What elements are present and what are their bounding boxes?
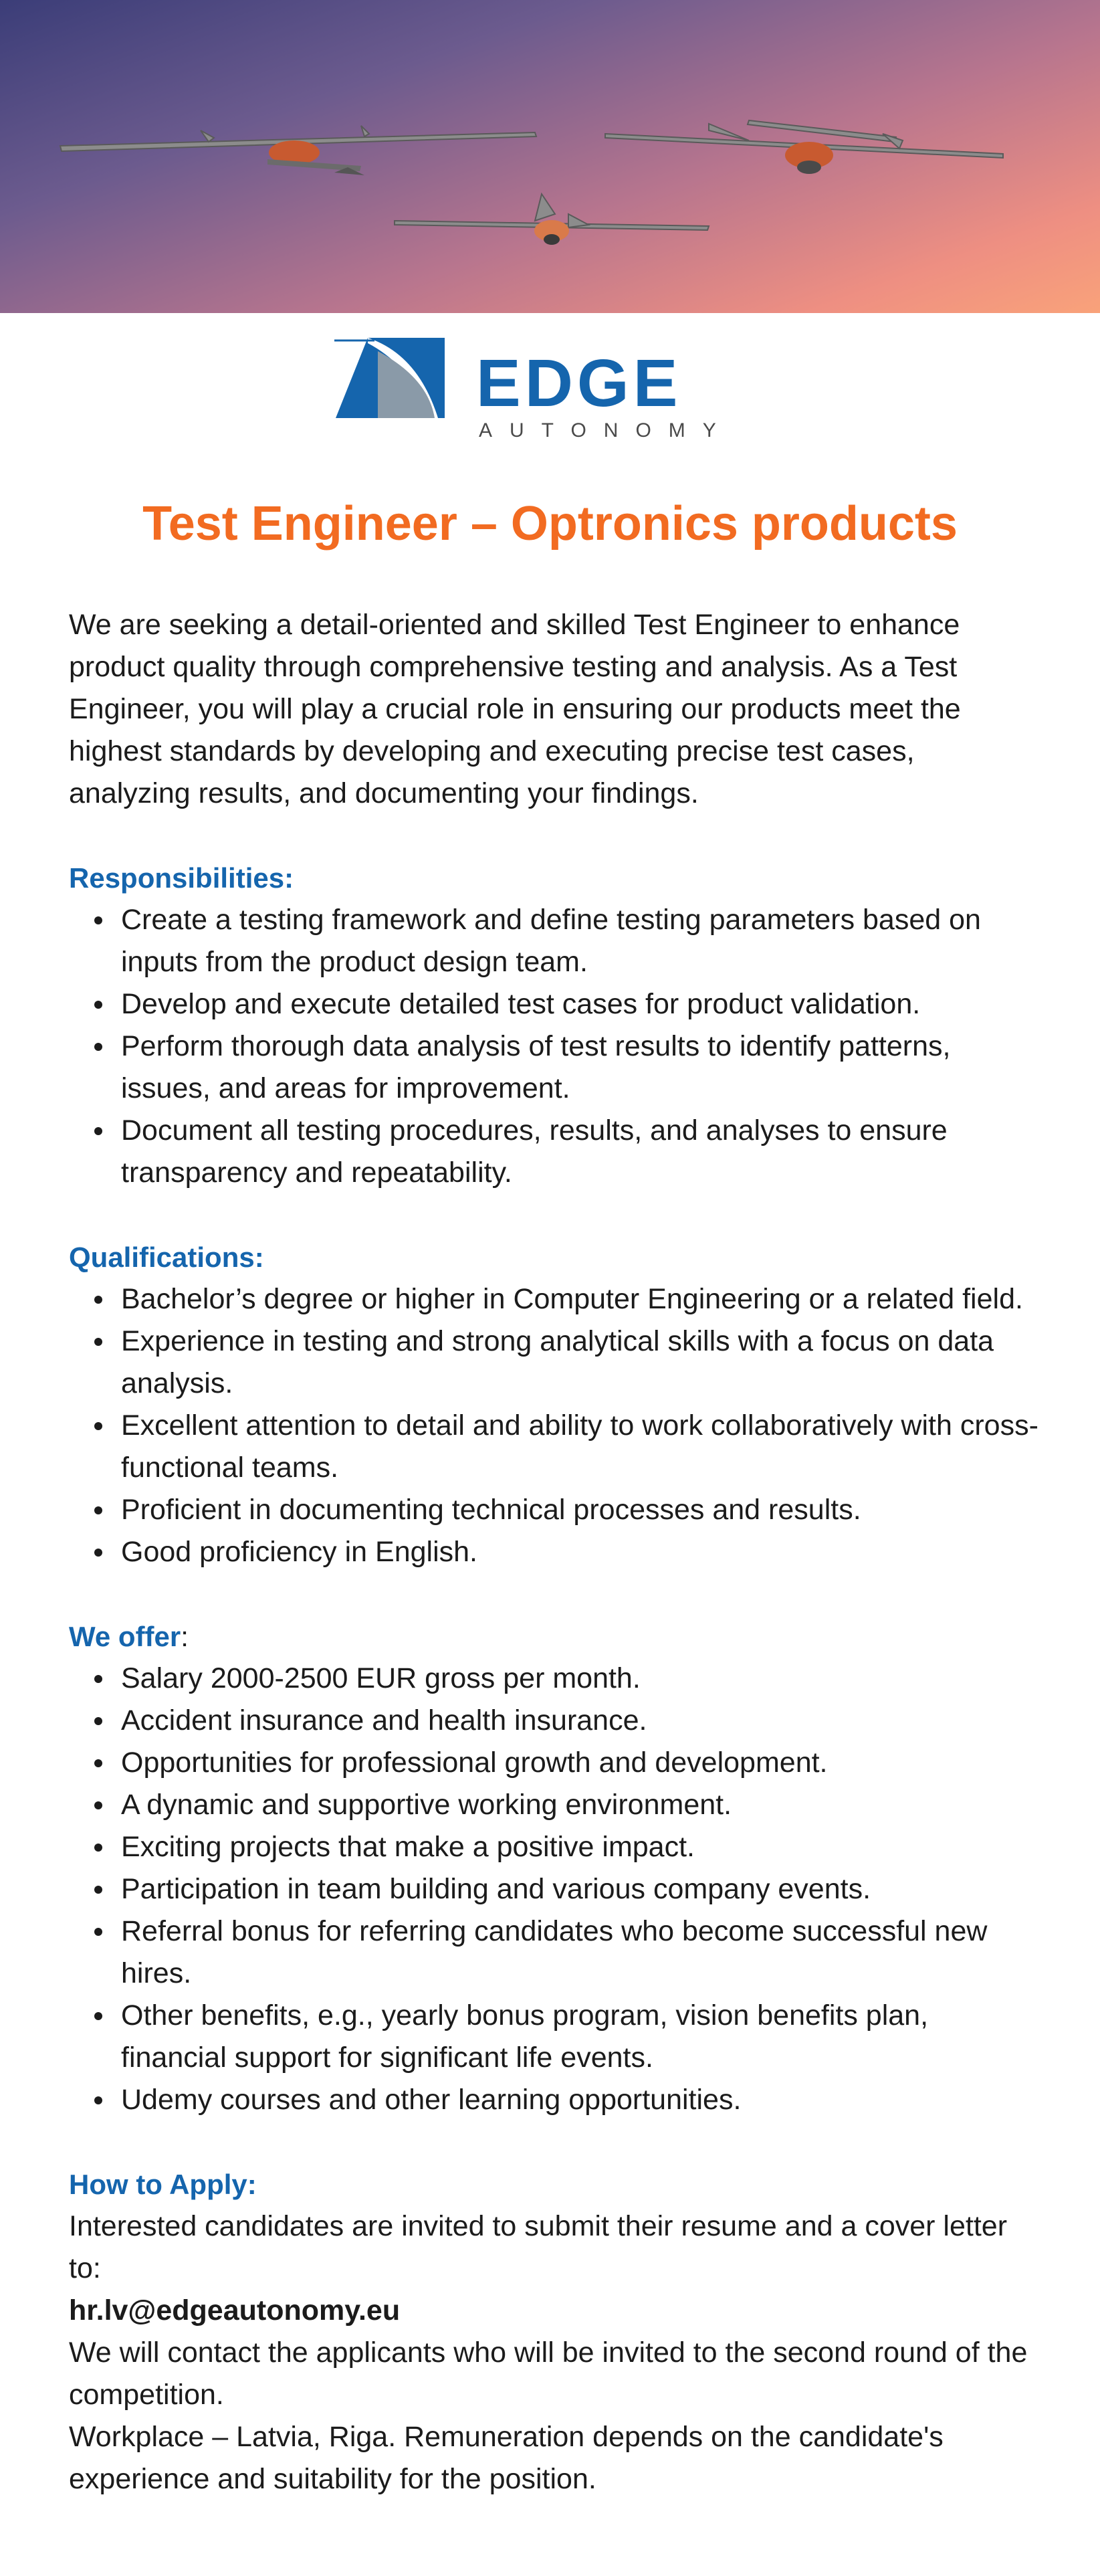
intro-paragraph: We are seeking a detail-oriented and skilled Test Engineer to enhance product quality through comprehensive testing and analysis. As a Test Engineer, you will play a crucial role in ensuring our products meet the highest standards by developing and executing precise test cases, analyzing results, and documenting your findings. <box>69 609 961 809</box>
apply-workplace-note: Workplace – Latvia, Riga. Remuneration depends on the candidate's experience and suitability for the position. <box>69 2421 944 2495</box>
list-item: Proficient in documenting technical processes and results. <box>121 1489 1038 1531</box>
list-item: Opportunities for professional growth and development. <box>121 1742 1038 1784</box>
list-item: Excellent attention to detail and ability to work collaboratively with cross-functional teams. <box>121 1405 1038 1489</box>
list-item: Document all testing procedures, results, and analyses to ensure transparency and repeatability. <box>121 1110 1038 1194</box>
hero-image <box>0 0 1100 313</box>
responsibilities-heading: Responsibilities: <box>69 862 294 894</box>
qualifications-list <box>69 1278 1038 1573</box>
list-item: Participation in team building and various company events. <box>121 1868 1038 1910</box>
list-item: A dynamic and supportive working environment. <box>121 1784 1038 1826</box>
list-item: Exciting projects that make a positive impact. <box>121 1826 1038 1868</box>
drones-icon <box>0 0 1100 313</box>
job-description <box>69 604 1038 2500</box>
apply-contact-note: We will contact the applicants who will be invited to the second round of the competition. <box>69 2337 1028 2411</box>
list-item: Experience in testing and strong analytical skills with a focus on data analysis. <box>121 1320 1038 1405</box>
apply-email: hr.lv@edgeautonomy.eu <box>69 2294 401 2326</box>
list-item: Udemy courses and other learning opportunities. <box>121 2079 1038 2121</box>
list-item: Good proficiency in English. <box>121 1531 1038 1573</box>
list-item: Salary 2000-2500 EUR gross per month. <box>121 1658 1038 1700</box>
edge-autonomy-logo <box>328 331 742 452</box>
offer-colon: : <box>181 1621 189 1652</box>
responsibilities-list <box>69 899 1038 1194</box>
list-item: Other benefits, e.g., yearly bonus program, vision benefits plan, financial support for significant life events. <box>121 1995 1038 2079</box>
list-item: Accident insurance and health insurance. <box>121 1700 1038 1742</box>
list-item: Develop and execute detailed test cases for product validation. <box>121 983 1038 1025</box>
qualifications-heading: Qualifications: <box>69 1242 264 1273</box>
offer-heading: We offer <box>69 1621 181 1652</box>
edge-logo-icon <box>328 331 742 452</box>
offer-heading-wrap <box>69 1615 1038 1658</box>
logo-subtitle: AUTONOMY <box>479 419 734 441</box>
apply-heading: How to Apply: <box>69 2169 257 2200</box>
offer-list <box>69 1658 1038 2121</box>
list-item: Perform thorough data analysis of test results to identify patterns, issues, and areas for improvement. <box>121 1025 1038 1110</box>
list-item: Bachelor’s degree or higher in Computer Engineering or a related field. <box>121 1278 1038 1320</box>
page-title: Test Engineer – Optronics products <box>142 497 958 551</box>
list-item: Create a testing framework and define testing parameters based on inputs from the product design team. <box>121 899 1038 983</box>
list-item: Referral bonus for referring candidates who become successful new hires. <box>121 1910 1038 1995</box>
logo-wordmark: EDGE <box>476 346 682 421</box>
apply-text: Interested candidates are invited to submit their resume and a cover letter to: <box>69 2210 1008 2284</box>
